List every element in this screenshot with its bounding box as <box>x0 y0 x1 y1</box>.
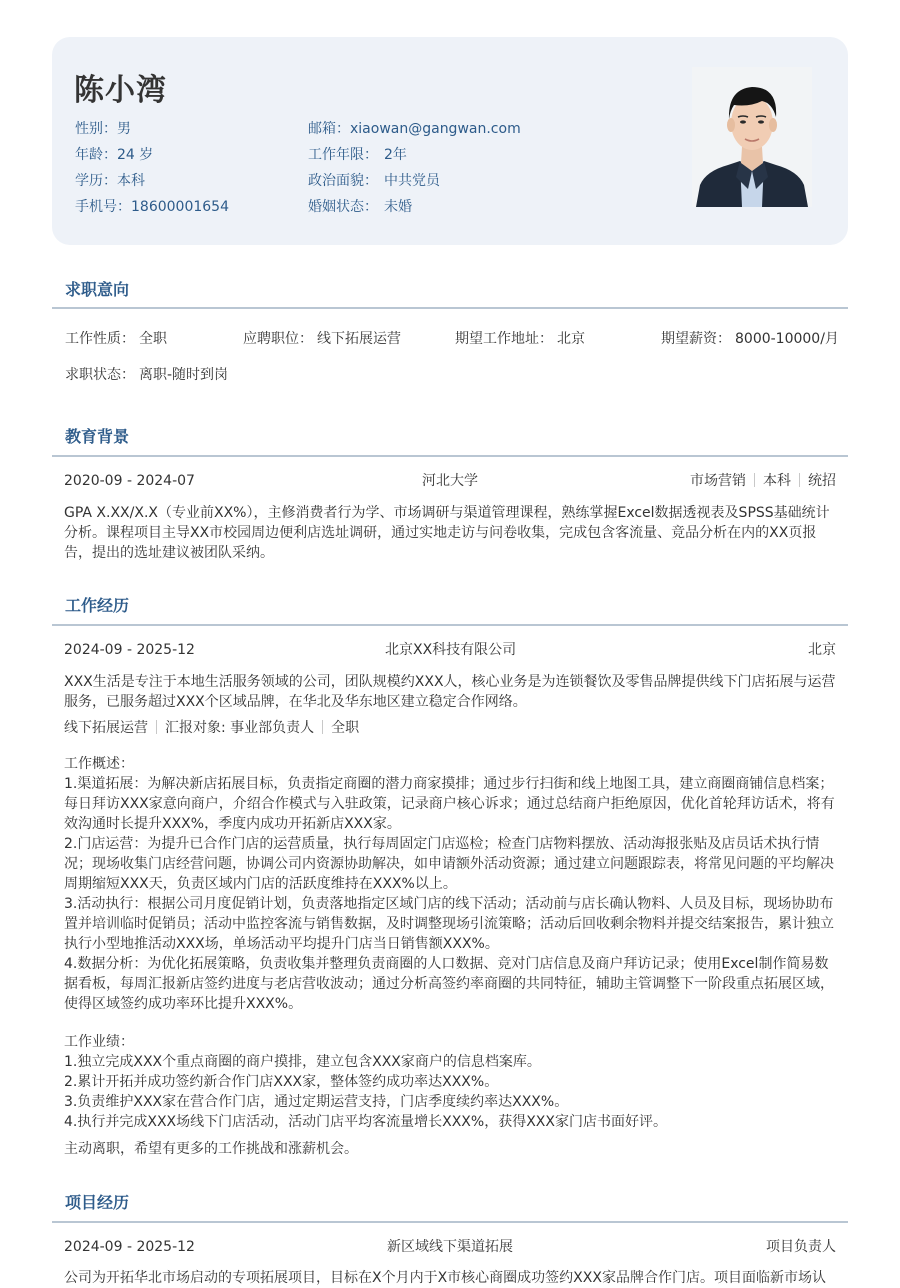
field-marital-status: 婚姻状态： 未婚 <box>308 199 412 215</box>
section-title-work: 工作经历 <box>65 596 130 615</box>
work-period: 2024-09 - 2025-12 <box>64 642 195 658</box>
profile-photo <box>692 67 812 207</box>
field-political-status: 政治面貌： 中共党员 <box>308 173 440 189</box>
education-period: 2020-09 - 2024-07 <box>64 473 195 489</box>
field-age: 年龄：24 岁 <box>75 147 154 163</box>
education-details: 市场营销 本科 统招 <box>690 473 836 489</box>
divider <box>156 720 157 734</box>
profile-right-fields <box>308 119 521 223</box>
work-tags: 线下拓展运营 汇报对象: 事业部负责人 全职 <box>64 720 360 736</box>
work-leave-reason: 主动离职，希望有更多的工作挑战和涨薪机会。 <box>64 1141 358 1157</box>
section-divider <box>52 1221 848 1223</box>
profile-left-fields <box>75 119 229 223</box>
work-achievements: 工作业绩： 1.独立完成XXX个重点商圈的商户摸排，建立包含XXX家商户的信息档案库。 2.累计开拓并成功签约新合作门店XXX家，整体签约成功率达XXX%。 3.负责维护XXX家在营合作门店，通过定期运营支持，门店季度续约率达XXX%。 4.执行并完成XXX场线下门店活动，活动门店平均客流量增长XXX%，获得XXX家门店书面好评。 <box>64 1034 667 1130</box>
field-work-years: 工作年限： 2年 <box>308 147 407 163</box>
intent-salary: 期望薪资： 8000-10000/月 <box>661 331 839 347</box>
section-divider <box>52 307 848 309</box>
intent-location: 期望工作地址： 北京 <box>455 331 585 347</box>
project-period: 2024-09 - 2025-12 <box>64 1239 195 1255</box>
divider <box>322 720 323 734</box>
field-gender: 性别：男 <box>75 121 131 137</box>
work-city: 北京 <box>808 642 836 658</box>
intent-job-type: 工作性质： 全职 <box>65 331 167 347</box>
work-overview: 工作概述： 1.渠道拓展：为解决新店拓展目标，负责指定商圈的潜力商家摸排；通过步行扫街和线上地图工具，建立商圈商铺信息档案； 每日拜访XXX家意向商户，介绍合作模式与入驻政策，记录商户核心诉求；通过总结商户拒绝原因，优化首轮拜访话术，将有 效沟通时长提升XXX%，季度内成功开拓新店XXX家。 2.门店运营：为提升已合作门店的运营质量，执行每周固定门店巡检；检查门店物料摆放、活动海报张贴及店员话术执行情 况；现场收集门店经营问题，协调公司内资源协助解决，如申请额外活动资源；通过建立问题跟踪表，将常见问题的平均解决 周期缩短XXX天，负责区域内门店的活跃度维持在XXX%以上。 3.活动执行：根据公司月度促销计划，负责落地指定区域门店的线下活动；活动前与店长确认物料、人员及目标，现场协助布 置并培训临时促销员；活动中监控客流与销售数据，及时调整现场引流策略；活动后回收剩余物料并提交结案报告，累计独立 执行小型地推活动XXX场，单场活动平均提升门店当日销售额XXX%。 4.数据分析：为优化拓展策略，负责收集并整理负责商圈的人口数据、竞对门店信息及商户拜访记录；使用Excel制作简易数 据看板，每周汇报新店签约进度与老店营收波动；通过分析高签约率商圈的共同特征，辅助主管调整下一阶段重点拓展区域， 使得区域签约成功率环比提升XXX%。 <box>64 756 835 1012</box>
section-divider <box>52 455 848 457</box>
candidate-name: 陈小湾 <box>74 73 167 108</box>
project-description: 公司为开拓华北市场启动的专项拓展项目，目标在X个月内于X市核心商圈成功签约XXX家品牌合作门店。项目面临新市场认 <box>64 1270 826 1286</box>
section-title-education: 教育背景 <box>65 427 130 446</box>
work-company-description: XXX生活是专注于本地生活服务领域的公司，团队规模约XXX人，核心业务是为连锁餐饮及零售品牌提供线下门店拓展与运营 服务，已服务超过XXX个区域品牌，在华北及华东地区建立稳定合作网络。 <box>64 674 836 710</box>
project-name: 新区域线下渠道拓展 <box>387 1239 513 1255</box>
profile-card <box>52 37 848 245</box>
work-company: 北京XX科技有限公司 <box>385 642 517 658</box>
field-email: 邮箱：xiaowan@gangwan.com <box>308 121 521 137</box>
education-description: GPA X.XX/X.X（专业前XX%），主修消费者行为学、市场调研与渠道管理课程，熟练掌握Excel数据透视表及SPSS基础统计 分析。课程项目主导XX市校园周边便利店选址调研，通过实地走访与问卷收集，完成包含客流量、竞品分析在内的XX页报 告，提出的选址建议被团队采纳。 <box>64 505 830 561</box>
section-divider <box>52 624 848 626</box>
intent-status: 求职状态： 离职-随时到岗 <box>65 367 229 383</box>
field-education: 学历：本科 <box>75 173 145 189</box>
section-title-intent: 求职意向 <box>65 280 130 299</box>
section-title-project: 项目经历 <box>65 1193 130 1212</box>
education-school: 河北大学 <box>422 473 478 489</box>
divider <box>799 473 800 487</box>
field-phone: 手机号：18600001654 <box>75 199 229 215</box>
project-role: 项目负责人 <box>766 1239 836 1255</box>
person-portrait-icon <box>692 67 812 207</box>
intent-position: 应聘职位： 线下拓展运营 <box>243 331 401 347</box>
divider <box>754 473 755 487</box>
